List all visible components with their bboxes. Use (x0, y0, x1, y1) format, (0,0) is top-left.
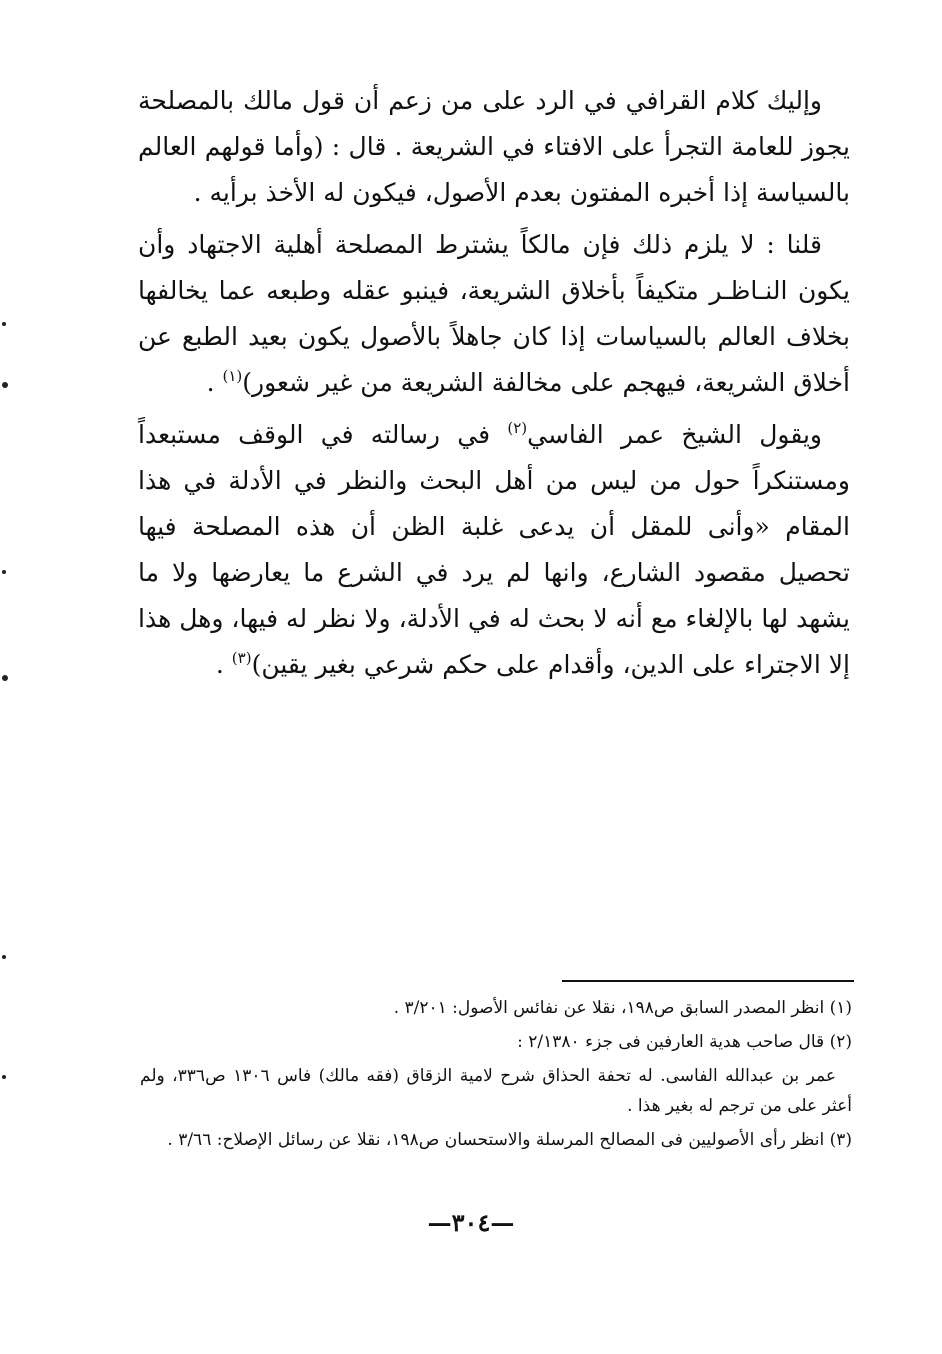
paragraph-2 (138, 222, 850, 406)
footnote-3: (٣) انظر رأى الأصوليين فى المصالح المرسلة والاستحسان ص١٩٨، نقلا عن رسائل الإصلاح: ٣/٦٦ . (167, 1130, 852, 1150)
footnote-marker-3[interactable]: (٣) (231, 649, 252, 667)
paragraph-3-lead: ويقول الشيخ عمر الفاسي (527, 420, 823, 449)
footnotes (140, 993, 852, 1159)
footnote-2-continuation: عمر بن عبدالله الفاسى. له تحفة الحذاق شرح لامية الزقاق (فقه مالك) فاس ١٣٠٦ ص٣٣٦، ولم أعثر على من ترجم له بغير هذا . (140, 1066, 852, 1116)
scan-speck-icon (2, 955, 6, 959)
main-text (138, 78, 850, 694)
paragraph-1-text: وإليك كلام القرافي في الرد على من زعم أن قول مالك بالمصلحة يجوز للعامة التجرأ على الافتاء في الشريعة . قال : (وأما قولهم العالم بالسياسة إذا أخبره المفتون بعدم الأصول، فيكون له الأخذ برأيه . (138, 86, 850, 207)
paragraph-2-tail: . (206, 368, 223, 397)
paragraph-1 (138, 78, 850, 216)
scan-speck-icon (2, 382, 8, 388)
paragraph-3-text: في رسالته في الوقف مستبعداً ومستنكراً حول من ليس من أهل البحث والنظر في الأدلة في هذا المقام «وأنى للمقل أن يدعى غلبة الظن أن هذه المصلحة فيها تحصيل مقصود الشارع، وانها لم يرد في الشرع ما يعارضها ولا ما يشهد لها بالإلغاء مع أنه لا بحث له في الأدلة، ولا نظر له فيها، وهل هذا إلا الاجتراء على الدين، وأقدام على حكم شرعي بغير يقين) (138, 420, 850, 679)
footnote-1: (١) انظر المصدر السابق ص١٩٨، نقلا عن نفائس الأصول: ٣/٢٠١ . (393, 998, 852, 1018)
footnote-2: (٢) قال صاحب هدية العارفين فى جزء ٢/١٣٨٠ : (517, 1032, 852, 1052)
scan-speck-icon (2, 322, 6, 326)
scan-speck-icon (2, 675, 8, 681)
paragraph-3-tail: . (215, 650, 232, 679)
paragraph-3 (138, 412, 850, 688)
scan-speck-icon (2, 1075, 6, 1079)
footnote-divider (562, 980, 854, 982)
paragraph-2-text: قلنا : لا يلزم ذلك فإن مالكاً يشترط المصلحة أهلية الاجتهاد وأن يكون النـاظـر متكيفاً بأخلاق الشريعة، فينبو عقله وطبعه عما يخالفها بخلاف العالم بالسياسات إذا كان جاهلاً بالأصول يكون بعيد الطبع عن أخلاق الشريعة، فيهجم على مخالفة الشريعة من غير شعور) (138, 230, 850, 397)
page-number: —٣٠٤— (427, 1208, 515, 1237)
footnote-marker-1[interactable]: (١) (222, 367, 243, 385)
scan-speck-icon (2, 570, 6, 574)
footnote-marker-2[interactable]: (٢) (507, 419, 528, 437)
